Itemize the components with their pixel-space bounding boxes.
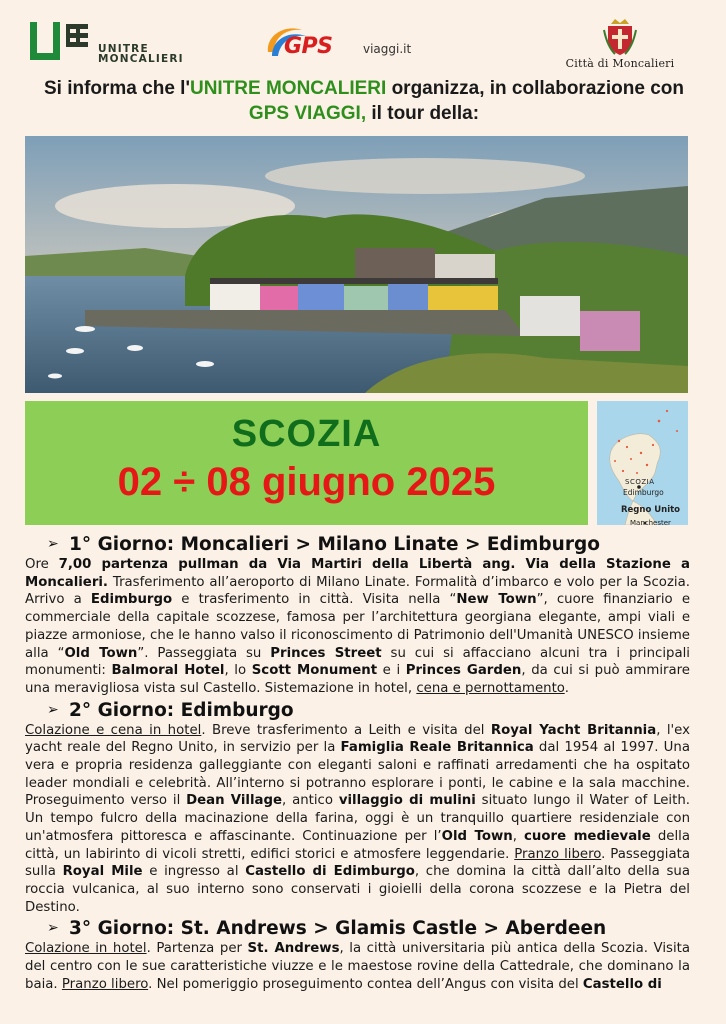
- paragraph-segment: Dean Village: [186, 793, 283, 809]
- paragraph-segment: , la città universitaria più antica della Scozia. Visita del centro con le sue caratteristiche viuzze e le maestose rovine della Cattedrale, che dominano la baia.: [25, 941, 691, 992]
- day-paragraph: [25, 940, 690, 993]
- paragraph-segment: situato lungo il Water of Leith. Un tempo fulcro della macinazione della farina, oggi è un tranquillo quartiere residenziale con un'atmosfera pittoresca e affascinante. Continuazione per l’: [25, 793, 690, 844]
- intro-text: [24, 76, 704, 126]
- day-paragraph: [25, 722, 690, 917]
- paragraph-segment: ”, cuore finanziario e commerciale della capitale scozzese, famosa per l’architettura georgiana elegante, ampi viali e piazze armoniose, che le hanno valso il riconoscimento di Patrimonio dell'Umanità UNESCO insieme alla “: [25, 592, 691, 661]
- intro-org2: GPS VIAGGI,: [248, 103, 367, 124]
- paragraph-segment: Princes Street: [270, 645, 382, 661]
- paragraph-segment: Old Town: [64, 645, 138, 661]
- day-1: [25, 533, 690, 698]
- paragraph-segment: cena e pernottamento: [416, 680, 565, 696]
- arrow-bullet-icon: ➢: [47, 701, 59, 718]
- paragraph-segment: Castello di: [582, 976, 662, 992]
- paragraph-segment: ,: [512, 828, 525, 844]
- paragraph-segment: dal 1954 al 1997. Una vera e propria residenza galleggiante con eleganti saloni e raffinati arredamenti che ha ospitato leader mondiali e celebrità. All’interno si potranno esplorare i ponti, le cabine e la sala macchine. Proseguimento verso il: [25, 740, 690, 809]
- city-name: Città di Moncalieri: [565, 57, 675, 70]
- day-paragraph: [25, 556, 690, 698]
- paragraph-segment: Balmoral Hotel: [111, 663, 225, 679]
- day-heading-text: 3° Giorno: St. Andrews > Glamis Castle > Aberdeen: [69, 918, 607, 940]
- paragraph-segment: Old Town: [441, 828, 513, 844]
- paragraph-segment: , antico: [282, 793, 339, 809]
- paragraph-segment: Ore: [25, 557, 59, 572]
- paragraph-segment: , l'ex yacht reale del Regno Unito, in servizio per la: [25, 722, 690, 756]
- itinerary: [25, 533, 690, 994]
- paragraph-segment: e i: [377, 663, 406, 679]
- arrow-bullet-icon: ➢: [47, 536, 59, 552]
- paragraph-segment: Castello di Edimburgo: [245, 864, 415, 880]
- portree-harbour-photo: [25, 136, 688, 393]
- day-heading: [25, 533, 690, 556]
- paragraph-segment: villaggio di mulini: [338, 793, 476, 809]
- paragraph-segment: 7,00 partenza pullman da Via Martiri della Libertà ang. Via della Stazione a Moncalieri.: [25, 557, 690, 590]
- unitre-logo: [28, 18, 198, 68]
- intro-part2: organizza, in collaborazione con: [386, 78, 685, 99]
- city-logo: [550, 18, 690, 74]
- unitre-line1: UNITRE: [98, 43, 149, 55]
- paragraph-segment: Colazione in hotel: [25, 941, 147, 957]
- paragraph-segment: . Passeggiata sulla: [25, 846, 690, 880]
- gps-suffix-text: viaggi.it: [363, 42, 412, 56]
- day-heading-text: 2° Giorno: Edimburgo: [69, 699, 294, 721]
- day-heading: [25, 917, 690, 940]
- paragraph-segment: Scott Monument: [251, 663, 378, 679]
- paragraph-segment: Royal Mile: [62, 864, 143, 880]
- paragraph-segment: . Nel pomeriggio proseguimento contea dell’Angus con visita del: [148, 976, 583, 992]
- paragraph-segment: Colazione e cena in hotel: [25, 722, 202, 738]
- gps-brand-text: GPS: [284, 34, 333, 59]
- paragraph-segment: e trasferimento in città. Visita nella “: [172, 592, 457, 608]
- intro-part1: Si informa che l': [43, 78, 190, 99]
- paragraph-segment: St. Andrews: [247, 941, 340, 957]
- paragraph-segment: e ingresso al: [142, 864, 246, 880]
- paragraph-segment: . Partenza per: [146, 941, 248, 957]
- paragraph-segment: Trasferimento all’aeroporto di Milano Linate. Formalità d’imbarco e volo per la Scozia. Arrivo a: [25, 574, 690, 608]
- paragraph-segment: Royal Yacht Britannia: [490, 722, 657, 738]
- map-label-uk: Regno Unito: [621, 505, 681, 515]
- colourful-houses-row: [210, 278, 498, 310]
- day-3: [25, 917, 690, 993]
- tour-country: SCOZIA: [231, 413, 382, 455]
- city-crest-icon: [603, 18, 637, 56]
- intro-org1: UNITRE MONCALIERI: [189, 78, 387, 99]
- scotland-map: [597, 401, 688, 525]
- tour-dates: 02 ÷ 08 giugno 2025: [117, 460, 496, 504]
- map-label-scotland: SCOZIA: [625, 478, 655, 486]
- paragraph-segment: , da cui si può ammirare una meravigliosa vista sul Castello. Sistemazione in hotel,: [25, 663, 690, 696]
- paragraph-segment: . Breve trasferimento a Leith e visita del: [201, 722, 491, 738]
- arrow-bullet-icon: ➢: [47, 920, 59, 937]
- paragraph-segment: Princes Garden: [405, 663, 522, 679]
- paragraph-segment: New Town: [456, 592, 537, 608]
- day-heading: [25, 699, 690, 722]
- unitre-line2: MONCALIERI: [98, 53, 184, 65]
- paragraph-segment: .: [564, 680, 569, 696]
- paragraph-segment: Edimburgo: [90, 592, 173, 608]
- paragraph-segment: cuore medievale: [524, 828, 651, 844]
- map-label-edinburgh: Edimburgo: [623, 488, 664, 497]
- map-label-manchester: Manchester: [630, 519, 671, 525]
- paragraph-segment: Famiglia Reale Britannica: [340, 740, 534, 756]
- paragraph-segment: Pranzo libero: [514, 846, 602, 862]
- unitre-mark-icon: [28, 20, 94, 64]
- paragraph-segment: , lo: [224, 663, 252, 679]
- gps-viaggi-logo: [262, 22, 432, 66]
- day-heading-text: 1° Giorno: Moncalieri > Milano Linate > Edimburgo: [69, 534, 600, 555]
- title-banner: [25, 401, 588, 525]
- day-2: [25, 699, 690, 917]
- paragraph-segment: su cui si affacciano alcuni tra i principali monumenti:: [25, 645, 690, 679]
- paragraph-segment: , che domina la città dall’alto della sua roccia vulcanica, al suo interno sono conservati i gioielli della corona scozzese e la Pietra del Destino.: [25, 864, 690, 915]
- paragraph-segment: Pranzo libero: [61, 976, 149, 992]
- paragraph-segment: ”. Passeggiata su: [137, 645, 271, 661]
- intro-part3: il tour della:: [366, 103, 480, 124]
- paragraph-segment: della città, un labirinto di vicoli stretti, edifici storici e atmosfere leggendarie.: [25, 828, 691, 862]
